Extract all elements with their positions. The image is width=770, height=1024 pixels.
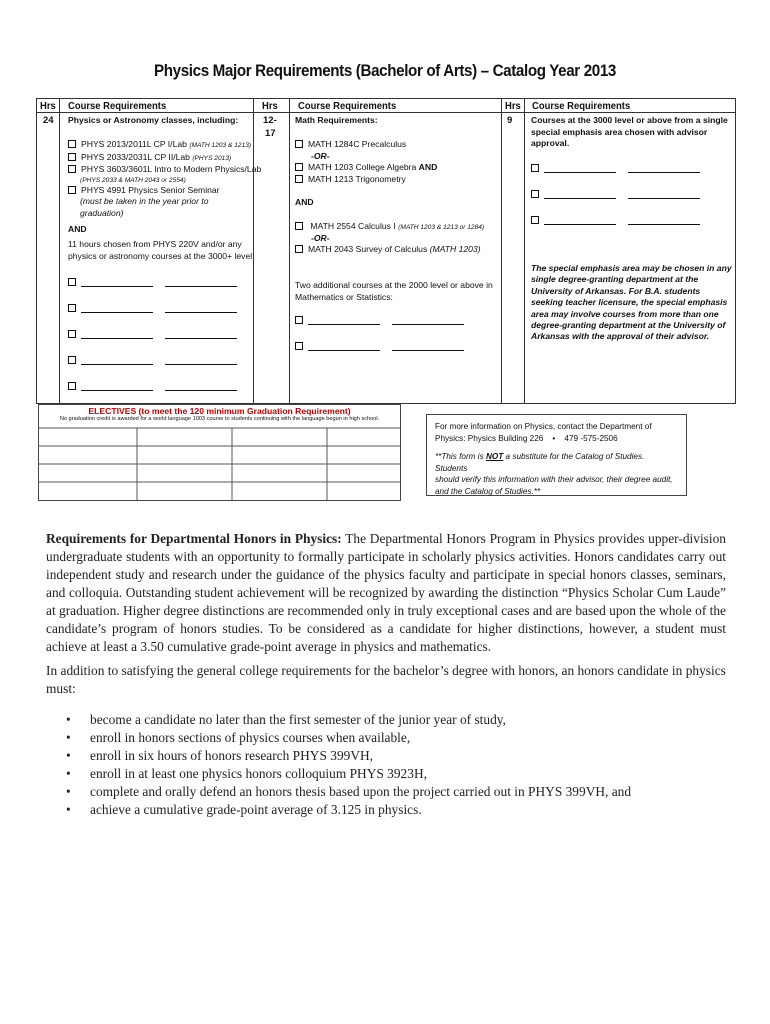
- list-item: • enroll in honors sections of physics courses when available,: [66, 730, 411, 745]
- math-hours: 12-: [263, 115, 277, 126]
- course-item: PHYS 2033/2031L CP II/Lab (PHYS 2013): [68, 152, 261, 165]
- honors-addition-paragraph: In addition to satisfying the general college requirements for the bachelor’s degree with honors, an honors candidate in physics must:: [46, 663, 726, 696]
- physics-course-list: PHYS 2013/2011L CP I/Lab (MATH 1203 & 1213) PHYS 2033/2031L CP II/Lab (PHYS 2013) PHYS 3603/3601L Intro to Modern Physics/Lab (PHYS 2033 & MATH 2043 or 2554) PHYS 4991 Physics Senior Seminar (must be taken in the year prior to graduation): [68, 139, 261, 220]
- blank-course-row[interactable]: [68, 329, 249, 339]
- course-item: MATH 1213 Trigonometry: [295, 174, 437, 186]
- course-item: PHYS 2013/2011L CP I/Lab (MATH 1203 & 1213): [68, 139, 261, 152]
- course-item: MATH 1284C Precalculus: [295, 139, 437, 151]
- blank-course-row[interactable]: [531, 189, 712, 199]
- checkbox-icon[interactable]: [68, 165, 76, 173]
- course-item: MATH 1203 College Algebra AND: [295, 162, 437, 174]
- phone-number: 479 -575-2506: [564, 433, 618, 443]
- checkbox-icon[interactable]: [68, 186, 76, 194]
- requirements-table: Hrs Course Requirements Hrs Course Requirements Hrs Course Requirements 24 Physics or Astronomy classes, including: PHYS 2013/2011L CP I/Lab (MATH 1203 & 1213) PHYS 2033/2031L CP II/Lab (PHYS 2013) PHYS 3603/3601L Intro to Modern Physics/Lab (PHYS 2033 & MATH 2043 or 2554) PHYS 4991 Physics Senior Seminar (must be taken in the year prior to graduation) AND 11 hours chosen from PHYS 220V and/or any physics or astronomy courses at the 3000+ level 12- 17 Math Requirements: MATH 1284C Precalculus -OR- MATH 1203 College Algebra AND MATH 1213 Trigonometry AND MATH 2554 Calculus I (MATH 1203 & 1213 or 1284) -OR- MATH 2043 Survey of Calculus (MATH 1203) Two additional courses at the 2000 level or above in Mathematics or Statistics: 9 Courses at the 3000 level or above from a single special emphasis area chosen with advisor approval. The special emphasis area may be chosen in any single degree-granting department at the University of Arkansas. For B.A. students seeking teacher licensure, the special emphasis area may involve courses from more than one degree-granting department at the University of Arkansas with the approval of their advisor.: [36, 98, 736, 404]
- blank-course-row[interactable]: [531, 215, 712, 225]
- checkbox-icon[interactable]: [295, 245, 303, 253]
- list-item: • become a candidate no later than the first semester of the junior year of study,: [66, 712, 506, 727]
- emphasis-note: The special emphasis area may be chosen in any single degree-granting department at the University of Arkansas. For B.A. students seeking teacher licensure, the special emphasis area may involve courses from more than one degree-granting department at the University of Arkansas with the approval of their advisor.: [531, 263, 732, 342]
- checkbox-icon[interactable]: [68, 153, 76, 161]
- course-item: MATH 2554 Calculus I (MATH 1203 & 1213 or 1284): [295, 221, 484, 234]
- contact-info-box: For more information on Physics, contact the Department of Physics: Physics Building 226 • 479 -575-2506 **This form is NOT a substitute for the Catalog of Studies. Students should verify this information with their advisor, their degree audit, and the Catalog of Studies.**: [426, 414, 687, 496]
- checkbox-icon[interactable]: [295, 140, 303, 148]
- course-item: PHYS 3603/3601L Intro to Modern Physics/Lab: [68, 164, 261, 176]
- list-item: • enroll in six hours of honors research PHYS 399VH,: [66, 748, 374, 763]
- physics-hours: 24: [43, 115, 54, 126]
- disclaimer: **This form is NOT a substitute for the Catalog of Studies. Students should verify this information with their advisor, their degree audit, and the Catalog of Studies.**: [435, 452, 673, 496]
- emphasis-hours: 9: [507, 115, 513, 126]
- prereq-note: (PHYS 2033 & MATH 2043 or 2554): [80, 176, 186, 184]
- checkbox-icon[interactable]: [295, 163, 303, 171]
- list-item: • enroll in at least one physics honors colloquium PHYS 3923H,: [66, 766, 427, 781]
- emphasis-heading: Courses at the 3000 level or above from a single special emphasis area chosen with advisor approval.: [531, 115, 728, 149]
- course-req-header: Course Requirements: [532, 100, 631, 112]
- or-label: -OR-: [311, 233, 330, 243]
- blank-course-row[interactable]: [295, 315, 476, 325]
- honors-heading: Requirements for Departmental Honors in Physics:: [46, 531, 342, 546]
- electives-table: [38, 404, 401, 501]
- checkbox-icon[interactable]: [295, 175, 303, 183]
- course-req-header: Course Requirements: [298, 100, 397, 112]
- blank-course-row[interactable]: [68, 355, 249, 365]
- checkbox-icon[interactable]: [68, 140, 76, 148]
- hrs-header: Hrs: [40, 100, 56, 112]
- electives-note: No graduation credit is awarded for a world language 1003 course to students continuing with the language begun in high school.: [59, 416, 380, 422]
- course-item: PHYS 4991 Physics Senior Seminar: [68, 185, 261, 197]
- and-label: AND: [68, 224, 87, 234]
- blank-course-row[interactable]: [68, 303, 249, 313]
- course-item: MATH 2043 Survey of Calculus (MATH 1203): [295, 244, 481, 256]
- honors-requirements-list: [62, 711, 722, 819]
- list-item: • complete and orally defend an honors thesis based upon the project carried out in PHYS 399VH, and: [66, 784, 632, 799]
- checkbox-icon[interactable]: [295, 222, 303, 230]
- honors-paragraph: Requirements for Departmental Honors in Physics: The Departmental Honors Program in Physics provides upper-division undergraduate students with an opportunity to formally participate in scholarly physics activities. Honors candidates carry out independent study and research under the guidance of the physics faculty and participate in special honors classes, seminars, and colloquia. Outstanding student achievement will be recognized by awarding the distinction “Physics Scholar Cum Laude” at graduation. Higher degree distinctions are recommended only in truly exceptional cases and are based upon the whole of the candidate’s program of honors studies. To be considered as a candidate for higher distinctions, however, a student must achieve at least a 3.50 cumulative grade-point average in physics and mathematics.: [46, 531, 726, 654]
- electives-title: ELECTIVES (to meet the 120 minimum Graduation Requirement): [88, 406, 351, 416]
- physics-heading: Physics or Astronomy classes, including:: [68, 115, 239, 125]
- electives-grid[interactable]: [39, 405, 400, 500]
- math-heading: Math Requirements:: [295, 115, 378, 125]
- blank-course-row[interactable]: [531, 163, 712, 173]
- or-label: -OR-: [311, 150, 330, 161]
- page-title: Physics Major Requirements (Bachelor of Arts) – Catalog Year 2013: [153, 62, 617, 80]
- hrs-header: Hrs: [262, 100, 278, 112]
- blank-course-row[interactable]: [68, 277, 249, 287]
- and-label: AND: [295, 197, 314, 207]
- header-divider: [37, 112, 735, 113]
- list-item: • achieve a cumulative grade-point average of 3.125 in physics.: [66, 802, 422, 817]
- course-req-header: Course Requirements: [68, 100, 167, 112]
- blank-course-row[interactable]: [68, 381, 249, 391]
- hrs-header: Hrs: [505, 100, 521, 112]
- blank-course-row[interactable]: [295, 341, 476, 351]
- math-course-list: [295, 139, 437, 185]
